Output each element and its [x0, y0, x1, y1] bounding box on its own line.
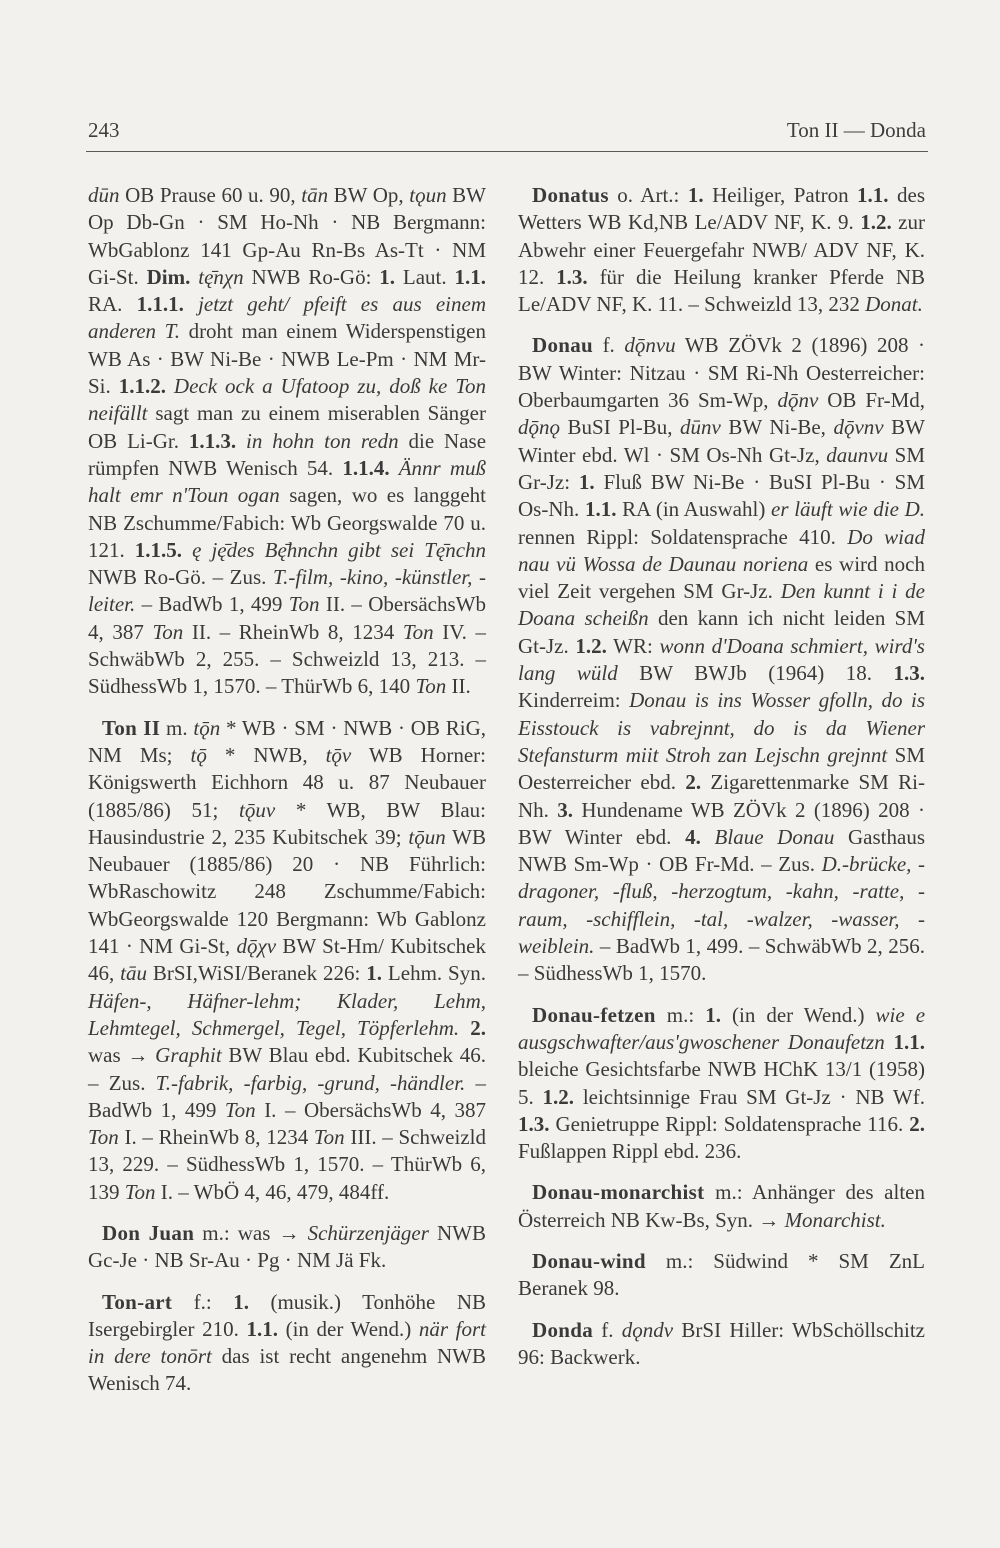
entry-text: Gasthaus NWB Sm-Wp · OB Fr-Md. – Zus. [518, 824, 925, 877]
entry-text: des Wetters WB Kd,NB Le/ADV NF, K. 9. [518, 183, 926, 235]
italic-text: Ännr muß halt emr n'Toun ogan [88, 455, 487, 508]
entry-text: SM Oesterreicher ebd. [518, 742, 925, 795]
entry-text: II. – ObersächsWb 4, 387 [88, 592, 486, 644]
italic-text: tān [301, 183, 329, 207]
sense-number: Dim. [146, 264, 191, 289]
entry-text: das ist recht angenehm NWB Wenisch 74. [88, 1344, 486, 1396]
sense-number: 3. [557, 797, 574, 822]
italic-text: Blaue Donau [714, 824, 835, 849]
entry-text: – BadWb 1, 499 [135, 592, 289, 617]
dictionary-entry [518, 332, 925, 987]
sense-number: 1.1. [584, 497, 617, 522]
italic-text: ę ję̄des Bę̄hnchn gibt sei Tę̄nchn [192, 537, 487, 562]
entry-text: sagt man zu einem miserablen Sänger OB Li-Gr. [88, 401, 486, 453]
dictionary-entry [518, 1248, 925, 1303]
entry-text: BW Op Db-Gn · SM Ho-Nh · NB Bergmann: WbGablonz 141 Gp-Au Rn-Bs As-Tt · NM Gi-St. [88, 183, 486, 289]
sense-number: 1.1.4. [342, 455, 390, 480]
entry-text: für die Heilung kranker Pferde NB Le/ADV NF, K. 11. – Schweizld 13, 232 [518, 264, 925, 317]
italic-text: jetzt geht/ pfeift es aus einem anderen T. [88, 292, 487, 344]
entry-text: m. [160, 715, 194, 740]
entry-text: WR: [606, 633, 660, 658]
italic-text: er läuft wie die D. [771, 497, 925, 522]
italic-text: tǭv [325, 742, 352, 767]
italic-text: Ton [224, 1097, 256, 1122]
entry-text: NWB Ro-Gö: [243, 264, 380, 289]
entry-text [166, 374, 174, 398]
entry-text: * NWB, [206, 742, 326, 767]
entry-text: zur Abwehr einer Feuergefahr NWB/ ADV NF, K. 12. [518, 210, 925, 289]
italic-text: Deck ock a Ufatoop zu, doß ke Ton neifällt [88, 374, 487, 426]
sense-number: 4. [685, 824, 701, 849]
right-entries [518, 182, 925, 1371]
sense-number: 1. [379, 264, 396, 289]
sense-number: 1.1. [857, 183, 889, 207]
italic-text: Schürzenjäger [307, 1220, 429, 1245]
entry-text: (in der Wend.) [277, 1316, 419, 1341]
italic-text: dǭχv [236, 934, 277, 959]
italic-text: dǭnvu [624, 333, 676, 358]
entry-text: Laut. [395, 264, 455, 289]
entry-text [701, 825, 715, 849]
italic-text: Donau is ins Wosser gfolln, do is Eisstouck is vabrejnnt, do is da Wiener Stefansturm miit Stroh zan Lejschn grejnnt [518, 688, 925, 767]
italic-text: tǭuv [239, 797, 276, 822]
entry-text: * WB · SM · NWB · OB RiG, NM Ms; [88, 715, 487, 767]
entry-text [184, 292, 198, 316]
dictionary-entry [518, 182, 925, 318]
entry-text: III. – Schweizld 13, 229. – SüdhessWb 1, 1570. – ThürWb 6, 139 [88, 1125, 486, 1204]
sense-number: 1.1.3. [188, 428, 237, 453]
italic-text: tę̄nχn [198, 264, 244, 289]
sense-number: 1.1.5. [134, 537, 183, 562]
italic-text: wie e ausgschwafter/aus'gwoschener Donaufetzn [518, 1002, 926, 1054]
italic-text: när fort in dere tonōrt [88, 1316, 486, 1369]
entry-text: – BadWb 1, 499. – SchwäbWb 2, 256. – SüdhessWb 1, 1570. [518, 934, 925, 986]
entry-headword: Ton II [102, 715, 161, 740]
entry-text: BrSI,WiSI/Beranek 226: [147, 961, 367, 986]
entry-headword: Donau-wind [532, 1248, 646, 1273]
sense-number: 1. [687, 183, 704, 207]
entry-text: bleiche Gesichtsfarbe NWB HChK 13/1 (1958) 5. [518, 1057, 925, 1109]
left-entries [88, 715, 486, 1398]
sense-number: 1.2. [575, 633, 607, 658]
entry-text: OB Prause 60 u. 90, [119, 183, 302, 207]
entry-text: II. – RheinWb 8, 1234 [183, 619, 403, 644]
entry-text: BW St-Hm/ Kubitschek 46, [88, 934, 486, 986]
entry-headword: Donatus [532, 183, 609, 207]
sense-number: 1. [233, 1289, 249, 1314]
entry-text: m.: Südwind * SM ZnL Beranek 98. [518, 1248, 925, 1301]
entry-text: m.: [655, 1002, 706, 1027]
italic-text: T.-fabrik, -farbig, -grund, -händler. [155, 1070, 466, 1095]
entry-text: o. Art.: [608, 183, 688, 207]
entry-text [182, 538, 192, 562]
entry-text: I. – WbÖ 4, 46, 479, 484ff. [155, 1179, 390, 1204]
entry-text: Hundename WB ZÖVk 2 (1896) 208 · BW Winter ebd. [518, 797, 925, 849]
entry-text: BuSI Pl-Bu, [560, 415, 681, 440]
entry-text [885, 1030, 894, 1054]
entry-text: BW Winter ebd. Wl · SM Os-Nh Gt-Jz, [518, 415, 925, 467]
entry-text: NWB Ro-Gö. – Zus. [88, 565, 273, 590]
entry-text: IV. – SchwäbWb 2, 255. – Schweizld 13, 213. – SüdhessWb 1, 1570. – ThürWb 6, 140 [88, 619, 487, 699]
entry-text: Lehm. Syn. [382, 961, 486, 986]
entry-text: OB Fr-Md, [818, 388, 925, 413]
italic-text: Häfen-, Häfner-lehm; Klader, Lehm, Lehmtegel, Schmergel, Tegel, Töpferlehm. [88, 988, 486, 1040]
italic-text: Ton [124, 1179, 156, 1204]
entry-headword: Ton-art [102, 1289, 173, 1314]
entry-text: (in der Wend.) [720, 1002, 876, 1027]
dictionary-entry [88, 1289, 486, 1398]
entry-text: droht man einem Widerspenstigen WB As · BW Ni-Be · NWB Le-Pm · NM Mr-Si. [88, 319, 486, 399]
entry-text: rennen Rippl: Soldatensprache 410. [518, 524, 848, 549]
entry-text: BW Op, [328, 183, 410, 207]
entry-text: BW BWJb (1964) 18. [617, 661, 894, 686]
italic-text: Ton [313, 1125, 345, 1150]
page-number: 243 [88, 118, 120, 142]
entry-text: Genietruppe Rippl: Soldatensprache 116. [549, 1111, 910, 1136]
entry-text: die Nase rümpfen NWB Wenisch 54. [88, 428, 487, 480]
italic-text: wonn d'Doana schmiert, wird's lang wüld [518, 633, 925, 686]
entry-text: I. – RheinWb 8, 1234 [118, 1125, 314, 1150]
entry-text: BW Blau ebd. Kubitschek 46. – Zus. [88, 1043, 486, 1095]
entry-text: m.: was → [194, 1220, 308, 1245]
entry-text: f. [593, 1317, 622, 1342]
entry-text: BW Ni-Be, [720, 415, 834, 440]
entry-text: Fußlappen Rippl ebd. 236. [518, 1139, 742, 1164]
sense-number: 1.3. [893, 661, 925, 686]
entry-headword: Don Juan [102, 1220, 195, 1245]
entry-text: (musik.) Tonhöhe NB Isergebirgler 210. [88, 1289, 486, 1341]
entry-headword: Donda [532, 1317, 594, 1342]
sense-number: 1.1. [246, 1316, 278, 1341]
sense-number: 2. [470, 1015, 486, 1040]
entry-text: NWB Gc-Je · NB Sr-Au · Pg · NM Jä Fk. [88, 1220, 486, 1273]
running-header [88, 118, 926, 150]
sense-number: 1. [366, 961, 383, 986]
entry-text: BrSI Hiller: WbSchöllschitz 96: Backwerk. [518, 1317, 925, 1369]
entry-text [459, 1016, 470, 1040]
italic-text: Ton [402, 619, 434, 644]
entry-text [390, 456, 399, 480]
italic-text: Donat. [865, 292, 923, 317]
entry-text: – BadWb 1, 499 [88, 1070, 486, 1122]
italic-text: Do wiad nau vü Wossa de Daunau noriena [518, 524, 926, 576]
entry-text: RA (in Auswahl) [616, 497, 772, 522]
entry-text: leichtsinnige Frau SM Gt-Jz · NB Wf. [574, 1084, 925, 1109]
sense-number: 1.1. [454, 264, 487, 289]
dictionary-entry [518, 1002, 925, 1166]
entry-text: I. – ObersächsWb 4, 387 [255, 1097, 486, 1122]
sense-number: 1.3. [556, 264, 588, 289]
dictionary-entry [518, 1179, 925, 1234]
italic-text: daunvu [826, 442, 889, 467]
entry-text: Heiliger, Patron [703, 183, 858, 207]
sense-number: 1.2. [860, 210, 892, 235]
entry-text: den kann ich nicht leiden SM Gt-Jz. [518, 606, 925, 658]
sense-number: 1.1.1. [136, 292, 184, 317]
entry-text: Zigarettenmarke SM Ri-Nh. [518, 770, 925, 822]
italic-text: dǭvnv [833, 415, 884, 440]
left-column [88, 182, 486, 1412]
entry-text: es wird noch viel Zeit vergehen SM Gr-Jz. [518, 551, 926, 604]
italic-text: Den kunnt i i de Doana scheißn [518, 579, 925, 631]
italic-text: dǭnǫ [518, 415, 560, 440]
sense-number: 1.1.2. [118, 374, 166, 399]
entry-text: WB Horner: Königswerth Eichhorn 48 u. 87 Neubauer (1885/86) 51; [88, 742, 486, 822]
entry-headword: Donau [532, 333, 594, 358]
italic-text: tāu [120, 961, 147, 986]
italic-text: Ton [88, 1125, 119, 1150]
sense-number: 2. [685, 770, 702, 795]
italic-text: Ton [152, 619, 184, 644]
italic-text: dǭnv [777, 388, 819, 413]
dictionary-entry [88, 715, 486, 1206]
entry-text: f. [593, 333, 625, 358]
sense-number: 2. [909, 1111, 925, 1136]
entry-text: was → [88, 1043, 156, 1068]
italic-text: Monarchist. [784, 1207, 886, 1232]
entry-text: II. [446, 674, 471, 699]
italic-text: Ton [415, 674, 447, 699]
sense-number: 1. [705, 1002, 721, 1027]
entry-text [236, 429, 246, 453]
italic-text: tǫun [409, 183, 447, 207]
dictionary-entry [88, 1220, 486, 1275]
italic-text: tǭn [193, 715, 221, 740]
sense-number: 1. [578, 469, 595, 494]
italic-text: dǫndv [621, 1317, 674, 1342]
italic-text: T.-film, -kino, -künstler, -leiter. [88, 565, 486, 617]
running-title: Ton II — Donda [786, 118, 926, 142]
entry-text: sagen, wo es langgeht NB Zschumme/Fabich: Wb Georgswalde 70 u. 121. [88, 483, 486, 562]
entry-text: SM Gr-Jz: [518, 442, 925, 494]
italic-text: dūnv [680, 415, 721, 440]
dictionary-entry [518, 1317, 925, 1372]
entry-text: WB ZÖVk 2 (1896) 208 · BW Winter: Nitzau · SM Ri-Nh Oesterreicher: Oberbaumgarten 36 Sm-Wp, [518, 333, 925, 413]
entry-text: WB Neubauer (1885/86) 20 · NB Führlich: WbRaschowitz 248 Zschumme/Fabich: WbGeorgswalde 120 Bergmann: Wb Gablonz 141 · NM Gi-St, [88, 824, 487, 959]
italic-text: Graphit [155, 1043, 222, 1068]
entry-text: Kinderreim: [518, 688, 630, 713]
italic-text: tǭ [190, 742, 207, 767]
entry-headword: Donau-fetzen [532, 1002, 656, 1027]
italic-text: Ton [288, 592, 320, 617]
italic-text: in hohn ton redn [246, 428, 399, 453]
right-column [518, 182, 925, 1385]
continuation-paragraph [88, 182, 486, 701]
entry-text: m.: Anhänger des alten Österreich NB Kw-Bs, Syn. → [518, 1180, 925, 1232]
sense-number: 1.1. [893, 1029, 925, 1054]
sense-number: 1.3. [518, 1111, 550, 1136]
sense-number: 1.2. [542, 1084, 575, 1109]
entry-text: * WB, BW Blau: Hausindustrie 2, 235 Kubitschek 39; [88, 797, 486, 849]
header-rule [86, 151, 928, 152]
italic-text: D.-brücke, -dragoner, -fluß, -herzogtum, -kahn, -ratte, -raum, -schifflein, -tal, -walzer, -wasser, -weiblein. [518, 852, 925, 959]
italic-text: dūn [88, 183, 120, 207]
italic-text: tǭun [408, 824, 446, 849]
entry-text: f.: [172, 1289, 234, 1314]
entry-text: RA. [88, 292, 137, 317]
entry-headword: Donau-monarchist [532, 1180, 705, 1205]
entry-text: Fluß BW Ni-Be · BuSI Pl-Bu · SM Os-Nh. [518, 469, 925, 522]
